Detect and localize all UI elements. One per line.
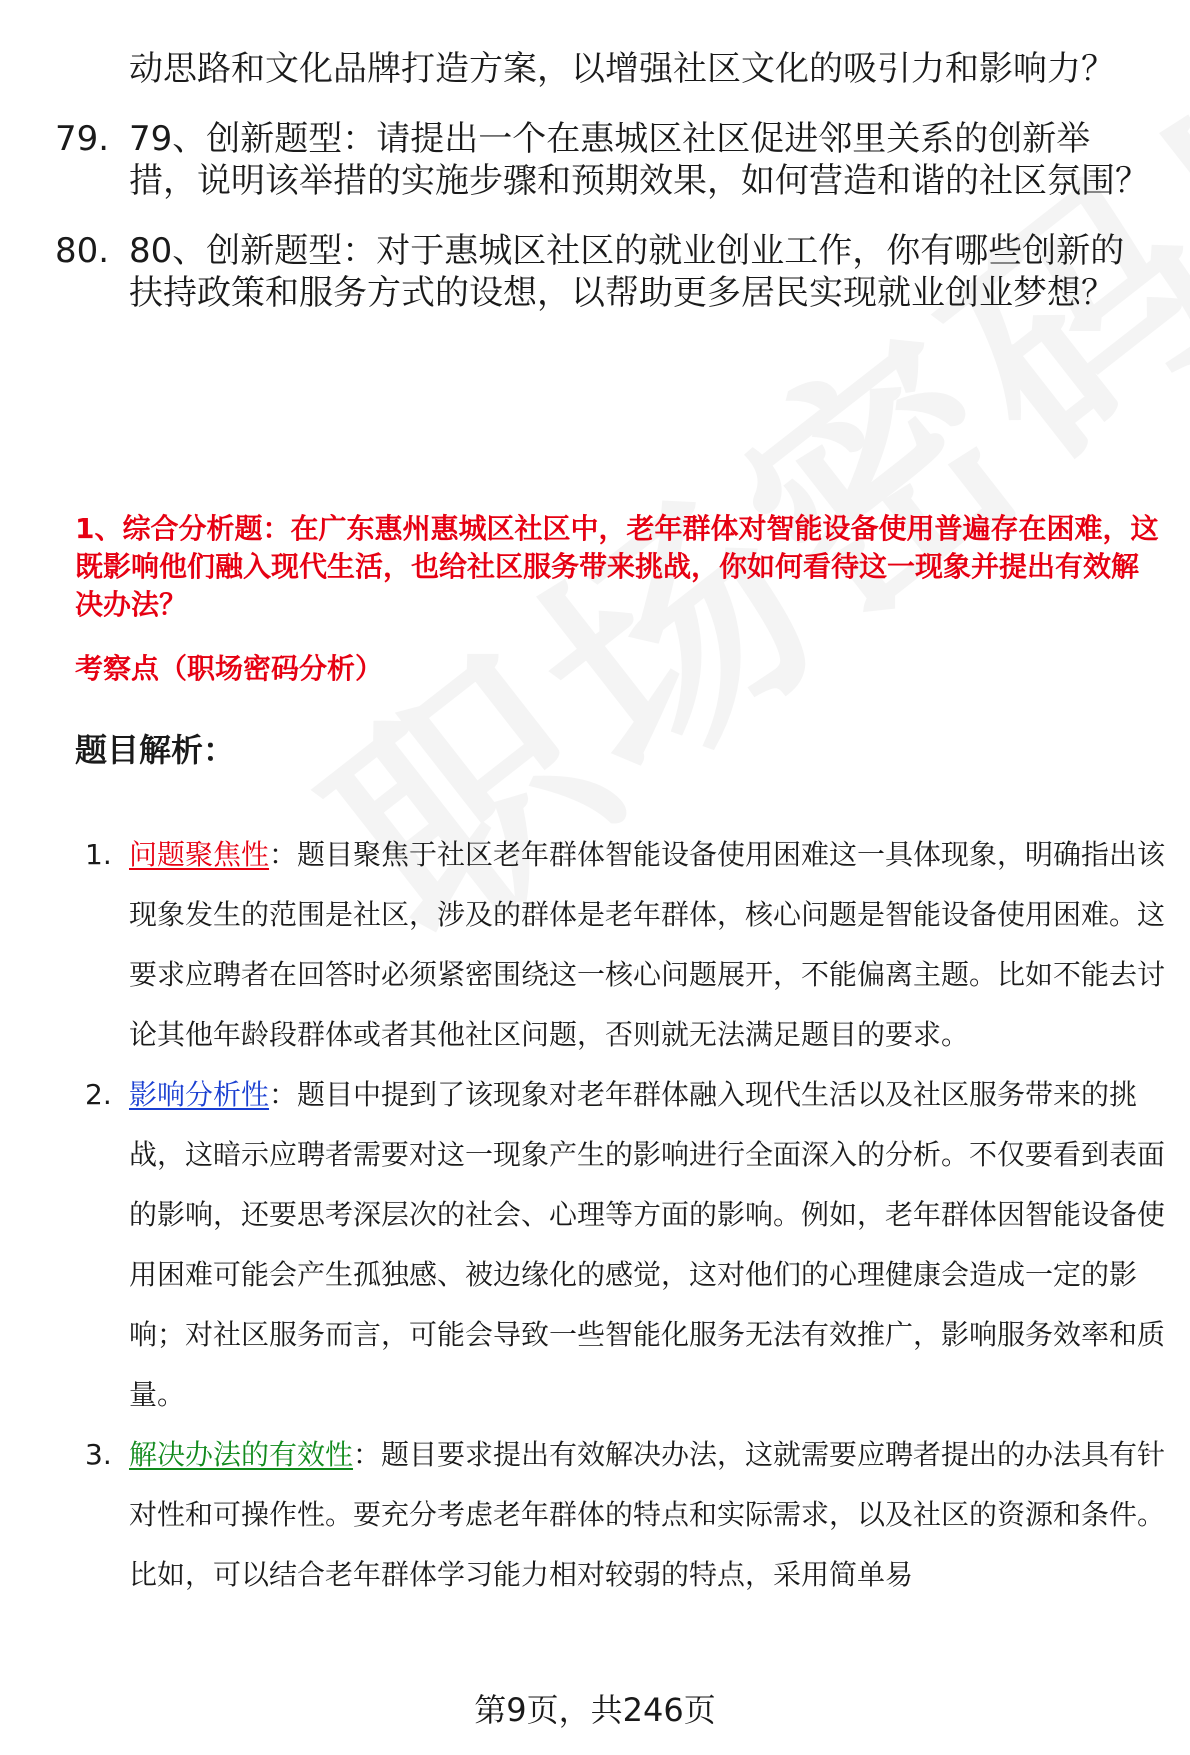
exam-point-heading: 考察点（职场密码分析）	[75, 652, 384, 685]
page-footer: 第9页，共246页	[474, 1691, 716, 1729]
point-text: ：题目聚焦于社区老年群体智能设备使用困难这一具体现象，明确指出该现象发生的范围是社区，涉及的群体是老年群体，核心问题是智能设备使用困难。这要求应聘者在回答时必须紧密围绕这一核心问题展开，不能偏离主题。比如不能去讨论其他年龄段群体或者其他社区问题，否则就无法满足题目的要求。	[129, 838, 1166, 1051]
analysis-title: 题目解析：	[75, 731, 236, 769]
question-text: 80、创新题型：对于惠城区社区的就业创业工作，你有哪些创新的扶持政策和服务方式的设想，以帮助更多居民实现就业创业梦想？	[129, 231, 1125, 313]
analysis-point-3	[85, 1425, 1170, 1605]
question-number: 79.	[55, 119, 110, 159]
point-body	[129, 1425, 1170, 1605]
point-keyword: 解决办法的有效性	[129, 1438, 354, 1471]
question-item-80	[55, 230, 1155, 314]
point-number: 1.	[85, 838, 112, 871]
point-body	[129, 1065, 1170, 1425]
question-continuation: 动思路和文化品牌打造方案，以增强社区文化的吸引力和影响力？	[129, 49, 1115, 89]
featured-question: 1、综合分析题：在广东惠州惠城区社区中，老年群体对智能设备使用普遍存在困难，这既影响他们融入现代生活，也给社区服务带来挑战，你如何看待这一现象并提出有效解决办法？	[75, 512, 1159, 621]
analysis-point-2	[85, 1065, 1170, 1425]
point-keyword: 问题聚焦性	[129, 838, 270, 871]
question-text: 79、创新题型：请提出一个在惠城区社区促进邻里关系的创新举措，说明该举措的实施步骤和预期效果，如何营造和谐的社区氛围？	[129, 119, 1149, 201]
point-body	[129, 825, 1170, 1065]
point-text: ：题目中提到了该现象对老年群体融入现代生活以及社区服务带来的挑战，这暗示应聘者需要对这一现象产生的影响进行全面深入的分析。不仅要看到表面的影响，还要思考深层次的社会、心理等方面的影响。例如，老年群体因智能设备使用困难可能会产生孤独感、被边缘化的感觉，这对他们的心理健康会造成一定的影响；对社区服务而言，可能会导致一些智能化服务无法有效推广，影响服务效率和质量。	[129, 1078, 1166, 1411]
point-keyword: 影响分析性	[129, 1078, 270, 1111]
analysis-points	[85, 825, 1170, 1605]
point-text: ：题目要求提出有效解决办法，这就需要应聘者提出的办法具有针对性和可操作性。要充分考虑老年群体的特点和实际需求，以及社区的资源和条件。比如，可以结合老年群体学习能力相对较弱的特点，采用简单易	[129, 1438, 1166, 1591]
question-list	[55, 48, 1155, 342]
question-item-79	[55, 118, 1155, 202]
point-number: 2.	[85, 1078, 112, 1111]
point-number: 3.	[85, 1438, 112, 1471]
analysis-point-1	[85, 825, 1170, 1065]
question-number: 80.	[55, 231, 110, 271]
